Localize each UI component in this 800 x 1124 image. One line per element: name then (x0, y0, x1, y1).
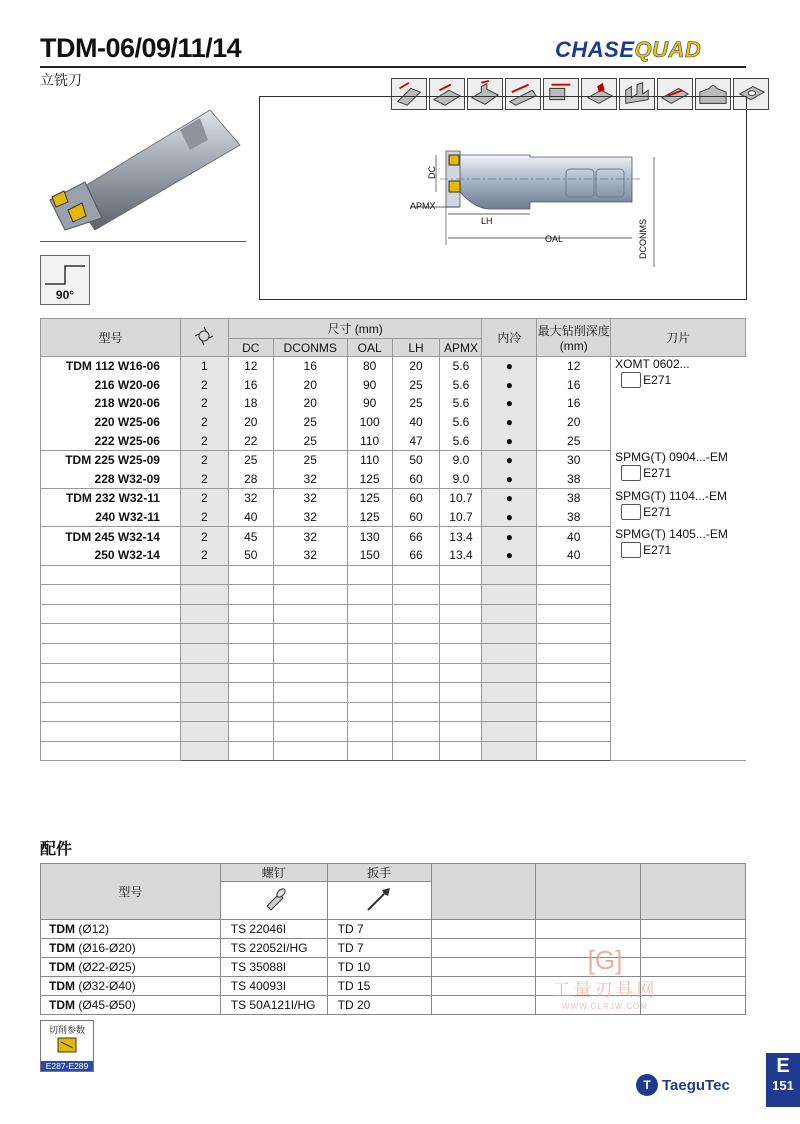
acc-model (41, 958, 221, 977)
max-depth: 16 (537, 394, 611, 413)
dim-dconms: 25 (273, 450, 347, 469)
dim-dconms: 25 (273, 413, 347, 432)
dim-apmx: 5.6 (440, 376, 482, 395)
catalog-ref-icon (621, 465, 641, 481)
max-depth: 38 (537, 508, 611, 527)
dim-dconms: 32 (273, 489, 347, 508)
tool-drawing (260, 97, 746, 299)
dim-apmx: 5.6 (440, 431, 482, 450)
max-depth: 38 (537, 470, 611, 489)
header-coolant: 内冷 (482, 319, 537, 357)
acc-header-screw: 螺钉 (220, 864, 327, 882)
dim-apmx: 10.7 (440, 489, 482, 508)
insert-code: XOMT 0602... (615, 357, 690, 371)
dim-dconms: 32 (273, 527, 347, 546)
page-title: TDM-06/09/11/14 (40, 33, 242, 63)
max-depth: 30 (537, 450, 611, 469)
insert-ref: E271 (643, 504, 672, 519)
model-cell (41, 450, 181, 469)
coolant-dot: ● (482, 431, 537, 450)
watermark (540, 945, 670, 1011)
flute-count: 1 (180, 357, 228, 376)
acc-wrench: TD 20 (327, 996, 431, 1015)
dim-apmx: 9.0 (440, 450, 482, 469)
dim-dc: 32 (228, 489, 273, 508)
max-depth: 12 (537, 357, 611, 376)
acc-model (41, 996, 221, 1015)
book-icon (55, 1036, 79, 1054)
dim-dc: 50 (228, 546, 273, 565)
flute-count: 2 (180, 376, 228, 395)
dim-dc: 45 (228, 527, 273, 546)
dim-dconms: 25 (273, 431, 347, 450)
dim-oal: 110 (347, 431, 392, 450)
dim-oal: 125 (347, 470, 392, 489)
acc-screw: TS 22046I (220, 920, 327, 939)
acc-model (41, 977, 221, 996)
acc-model (41, 939, 221, 958)
acc-size: (Ø12) (78, 922, 110, 936)
acc-model (41, 920, 221, 939)
dimension-diagram (259, 96, 747, 300)
insert-code: SPMG(T) 0904...-EM (615, 450, 728, 465)
dim-lh: 66 (392, 546, 440, 565)
dim-lh: 66 (392, 527, 440, 546)
title-divider (40, 66, 746, 68)
acc-wrench: TD 10 (327, 958, 431, 977)
model-cell (41, 470, 181, 489)
dim-apmx: 13.4 (440, 527, 482, 546)
dconms-label: DCONMS (638, 219, 648, 259)
coolant-dot: ● (482, 376, 537, 395)
flute-count: 2 (180, 527, 228, 546)
acc-screw: TS 22052I/HG (220, 939, 327, 958)
flute-count: 2 (180, 489, 228, 508)
catalog-ref-icon (621, 372, 641, 388)
dim-lh: 60 (392, 470, 440, 489)
end-mill-photo (40, 100, 250, 245)
model-cell (41, 357, 181, 376)
flute-count: 2 (180, 431, 228, 450)
acc-screw: TS 50A121I/HG (220, 996, 327, 1015)
acc-header-wrench: 扳手 (327, 864, 431, 882)
dim-dconms: 20 (273, 376, 347, 395)
dim-dc: 12 (228, 357, 273, 376)
model-cell (41, 527, 181, 546)
header-model: 型号 (41, 319, 181, 357)
header-apmx: APMX (440, 339, 482, 357)
flute-count-icon (193, 325, 215, 347)
dim-oal: 80 (347, 357, 392, 376)
model-code: 250 W32-14 (94, 548, 160, 563)
acc-screw: TS 35088I (220, 958, 327, 977)
max-depth: 16 (537, 376, 611, 395)
dim-dc: 20 (228, 413, 273, 432)
cutting-params-box (40, 1020, 94, 1072)
dim-lh: 25 (392, 394, 440, 413)
header-max-depth: 最大钻削深度 (mm) (537, 319, 611, 357)
dim-dc: 16 (228, 376, 273, 395)
model-cell (41, 376, 181, 395)
table-row (41, 527, 746, 546)
model-code: 222 W25-06 (94, 433, 160, 448)
dc-label: DC (427, 166, 437, 179)
header-dimensions: 尺寸 (mm) (228, 319, 482, 339)
brand-text-1: CHASE (555, 37, 635, 62)
table-row (41, 450, 746, 469)
accessories-title: 配件 (40, 841, 73, 858)
catalog-ref-icon (621, 542, 641, 558)
dim-oal: 90 (347, 394, 392, 413)
dim-lh: 25 (392, 376, 440, 395)
dim-apmx: 10.7 (440, 508, 482, 527)
insert-cell (611, 357, 746, 451)
dim-dconms: 32 (273, 546, 347, 565)
header-dconms: DCONMS (273, 339, 347, 357)
dim-apmx: 5.6 (440, 413, 482, 432)
lh-label: LH (481, 216, 493, 226)
cutting-params-ref: E287-E289 (41, 1061, 93, 1071)
acc-size: (Ø22-Ø25) (78, 960, 136, 974)
coolant-dot: ● (482, 489, 537, 508)
coolant-dot: ● (482, 413, 537, 432)
flute-count: 2 (180, 450, 228, 469)
insert-cell (611, 527, 746, 565)
table-row (41, 357, 746, 376)
dim-oal: 100 (347, 413, 392, 432)
dim-dconms: 32 (273, 508, 347, 527)
dim-apmx: 5.6 (440, 357, 482, 376)
dim-apmx: 13.4 (440, 546, 482, 565)
angle-icon (41, 256, 89, 286)
max-depth: 40 (537, 546, 611, 565)
insert-ref: E271 (643, 466, 672, 481)
approach-angle-box (40, 255, 90, 305)
section-letter: E (776, 1055, 790, 1077)
max-depth: 20 (537, 413, 611, 432)
acc-prefix: TDM (49, 998, 75, 1012)
insert-ref: E271 (643, 373, 672, 387)
dim-dc: 18 (228, 394, 273, 413)
dim-lh: 20 (392, 357, 440, 376)
cutting-params-label: 切削参数 (48, 1025, 85, 1035)
coolant-dot: ● (482, 546, 537, 565)
model-code: 225 W25-09 (94, 453, 160, 468)
company-name: TaeguTec (662, 1076, 730, 1094)
coolant-dot: ● (482, 357, 537, 376)
header-dc: DC (228, 339, 273, 357)
dim-dc: 22 (228, 431, 273, 450)
model-code: 240 W32-11 (95, 510, 160, 525)
model-code: 220 W25-06 (94, 415, 160, 430)
flute-count: 2 (180, 394, 228, 413)
acc-wrench: TD 7 (327, 939, 431, 958)
model-cell (41, 546, 181, 565)
flute-count: 2 (180, 508, 228, 527)
model-code: 232 W32-11 (95, 491, 160, 506)
header-insert: 刀片 (611, 319, 746, 357)
company-logo (636, 1074, 730, 1096)
insert-cell (611, 489, 746, 527)
dim-oal: 90 (347, 376, 392, 395)
model-code: 112 W16-06 (95, 359, 160, 374)
dim-dconms: 16 (273, 357, 347, 376)
insert-code: SPMG(T) 1405...-EM (615, 526, 728, 541)
header-lh: LH (392, 339, 440, 357)
table-row (41, 489, 746, 508)
header-oal: OAL (347, 339, 392, 357)
dim-oal: 110 (347, 450, 392, 469)
acc-prefix: TDM (49, 922, 75, 936)
catalog-ref-icon (621, 504, 641, 520)
dim-lh: 60 (392, 489, 440, 508)
coolant-dot: ● (482, 470, 537, 489)
empty-row (41, 565, 746, 585)
flute-count: 2 (180, 470, 228, 489)
watermark-mark: [G] (587, 945, 623, 975)
acc-prefix: TDM (49, 979, 75, 993)
model-code: 245 W32-14 (94, 529, 160, 544)
dim-oal: 125 (347, 489, 392, 508)
dim-dconms: 32 (273, 470, 347, 489)
model-prefix: TDM (65, 491, 92, 506)
model-code: 216 W20-06 (94, 377, 160, 392)
brand-logo (555, 37, 701, 63)
insert-cell (611, 450, 746, 488)
model-prefix: TDM (65, 359, 92, 374)
model-cell (41, 508, 181, 527)
insert-ref: E271 (643, 542, 672, 557)
header-flutes (180, 319, 228, 357)
watermark-url: WWW.GLRJW.COM (562, 1002, 648, 1011)
angle-label: 90° (55, 288, 75, 302)
model-cell (41, 413, 181, 432)
model-prefix: TDM (65, 453, 92, 468)
dim-dc: 40 (228, 508, 273, 527)
dim-oal: 125 (347, 508, 392, 527)
specs-table (40, 318, 746, 761)
model-cell (41, 394, 181, 413)
apmx-label: APMX (410, 201, 436, 211)
coolant-dot: ● (482, 508, 537, 527)
coolant-dot: ● (482, 450, 537, 469)
max-depth: 40 (537, 527, 611, 546)
acc-size: (Ø16-Ø20) (78, 941, 136, 955)
dim-lh: 47 (392, 431, 440, 450)
model-cell (41, 489, 181, 508)
dim-apmx: 5.6 (440, 394, 482, 413)
acc-prefix: TDM (49, 941, 75, 955)
page-number: 151 (772, 1078, 794, 1093)
model-code: 228 W32-09 (94, 471, 160, 486)
dim-oal: 150 (347, 546, 392, 565)
model-prefix: TDM (65, 529, 92, 544)
dim-lh: 50 (392, 450, 440, 469)
dim-dc: 25 (228, 450, 273, 469)
watermark-text: 工量刃具网 (552, 980, 658, 1000)
section-tab (766, 1053, 800, 1107)
oal-label: OAL (545, 234, 564, 244)
acc-wrench: TD 7 (327, 920, 431, 939)
acc-header-model: 型号 (41, 864, 221, 920)
max-depth: 38 (537, 489, 611, 508)
acc-size: (Ø32-Ø40) (78, 979, 136, 993)
model-cell (41, 431, 181, 450)
dim-lh: 40 (392, 413, 440, 432)
insert-code: SPMG(T) 1104...-EM (615, 488, 727, 503)
dim-lh: 60 (392, 508, 440, 527)
flute-count: 2 (180, 413, 228, 432)
model-code: 218 W20-06 (94, 396, 160, 411)
dim-oal: 130 (347, 527, 392, 546)
page-subtitle: 立铣刀 (40, 72, 82, 88)
coolant-dot: ● (482, 527, 537, 546)
photo-divider (40, 241, 246, 242)
acc-prefix: TDM (49, 960, 75, 974)
accessory-row (41, 920, 746, 939)
wrench-icon (327, 882, 431, 920)
screw-icon (220, 882, 327, 920)
dim-dc: 28 (228, 470, 273, 489)
dim-dconms: 20 (273, 394, 347, 413)
logo-icon: T (636, 1074, 658, 1096)
acc-size: (Ø45-Ø50) (78, 998, 136, 1012)
coolant-dot: ● (482, 394, 537, 413)
brand-text-2: QUAD (634, 37, 702, 62)
flute-count: 2 (180, 546, 228, 565)
dim-apmx: 9.0 (440, 470, 482, 489)
max-depth: 25 (537, 431, 611, 450)
acc-wrench: TD 15 (327, 977, 431, 996)
acc-screw: TS 40093I (220, 977, 327, 996)
